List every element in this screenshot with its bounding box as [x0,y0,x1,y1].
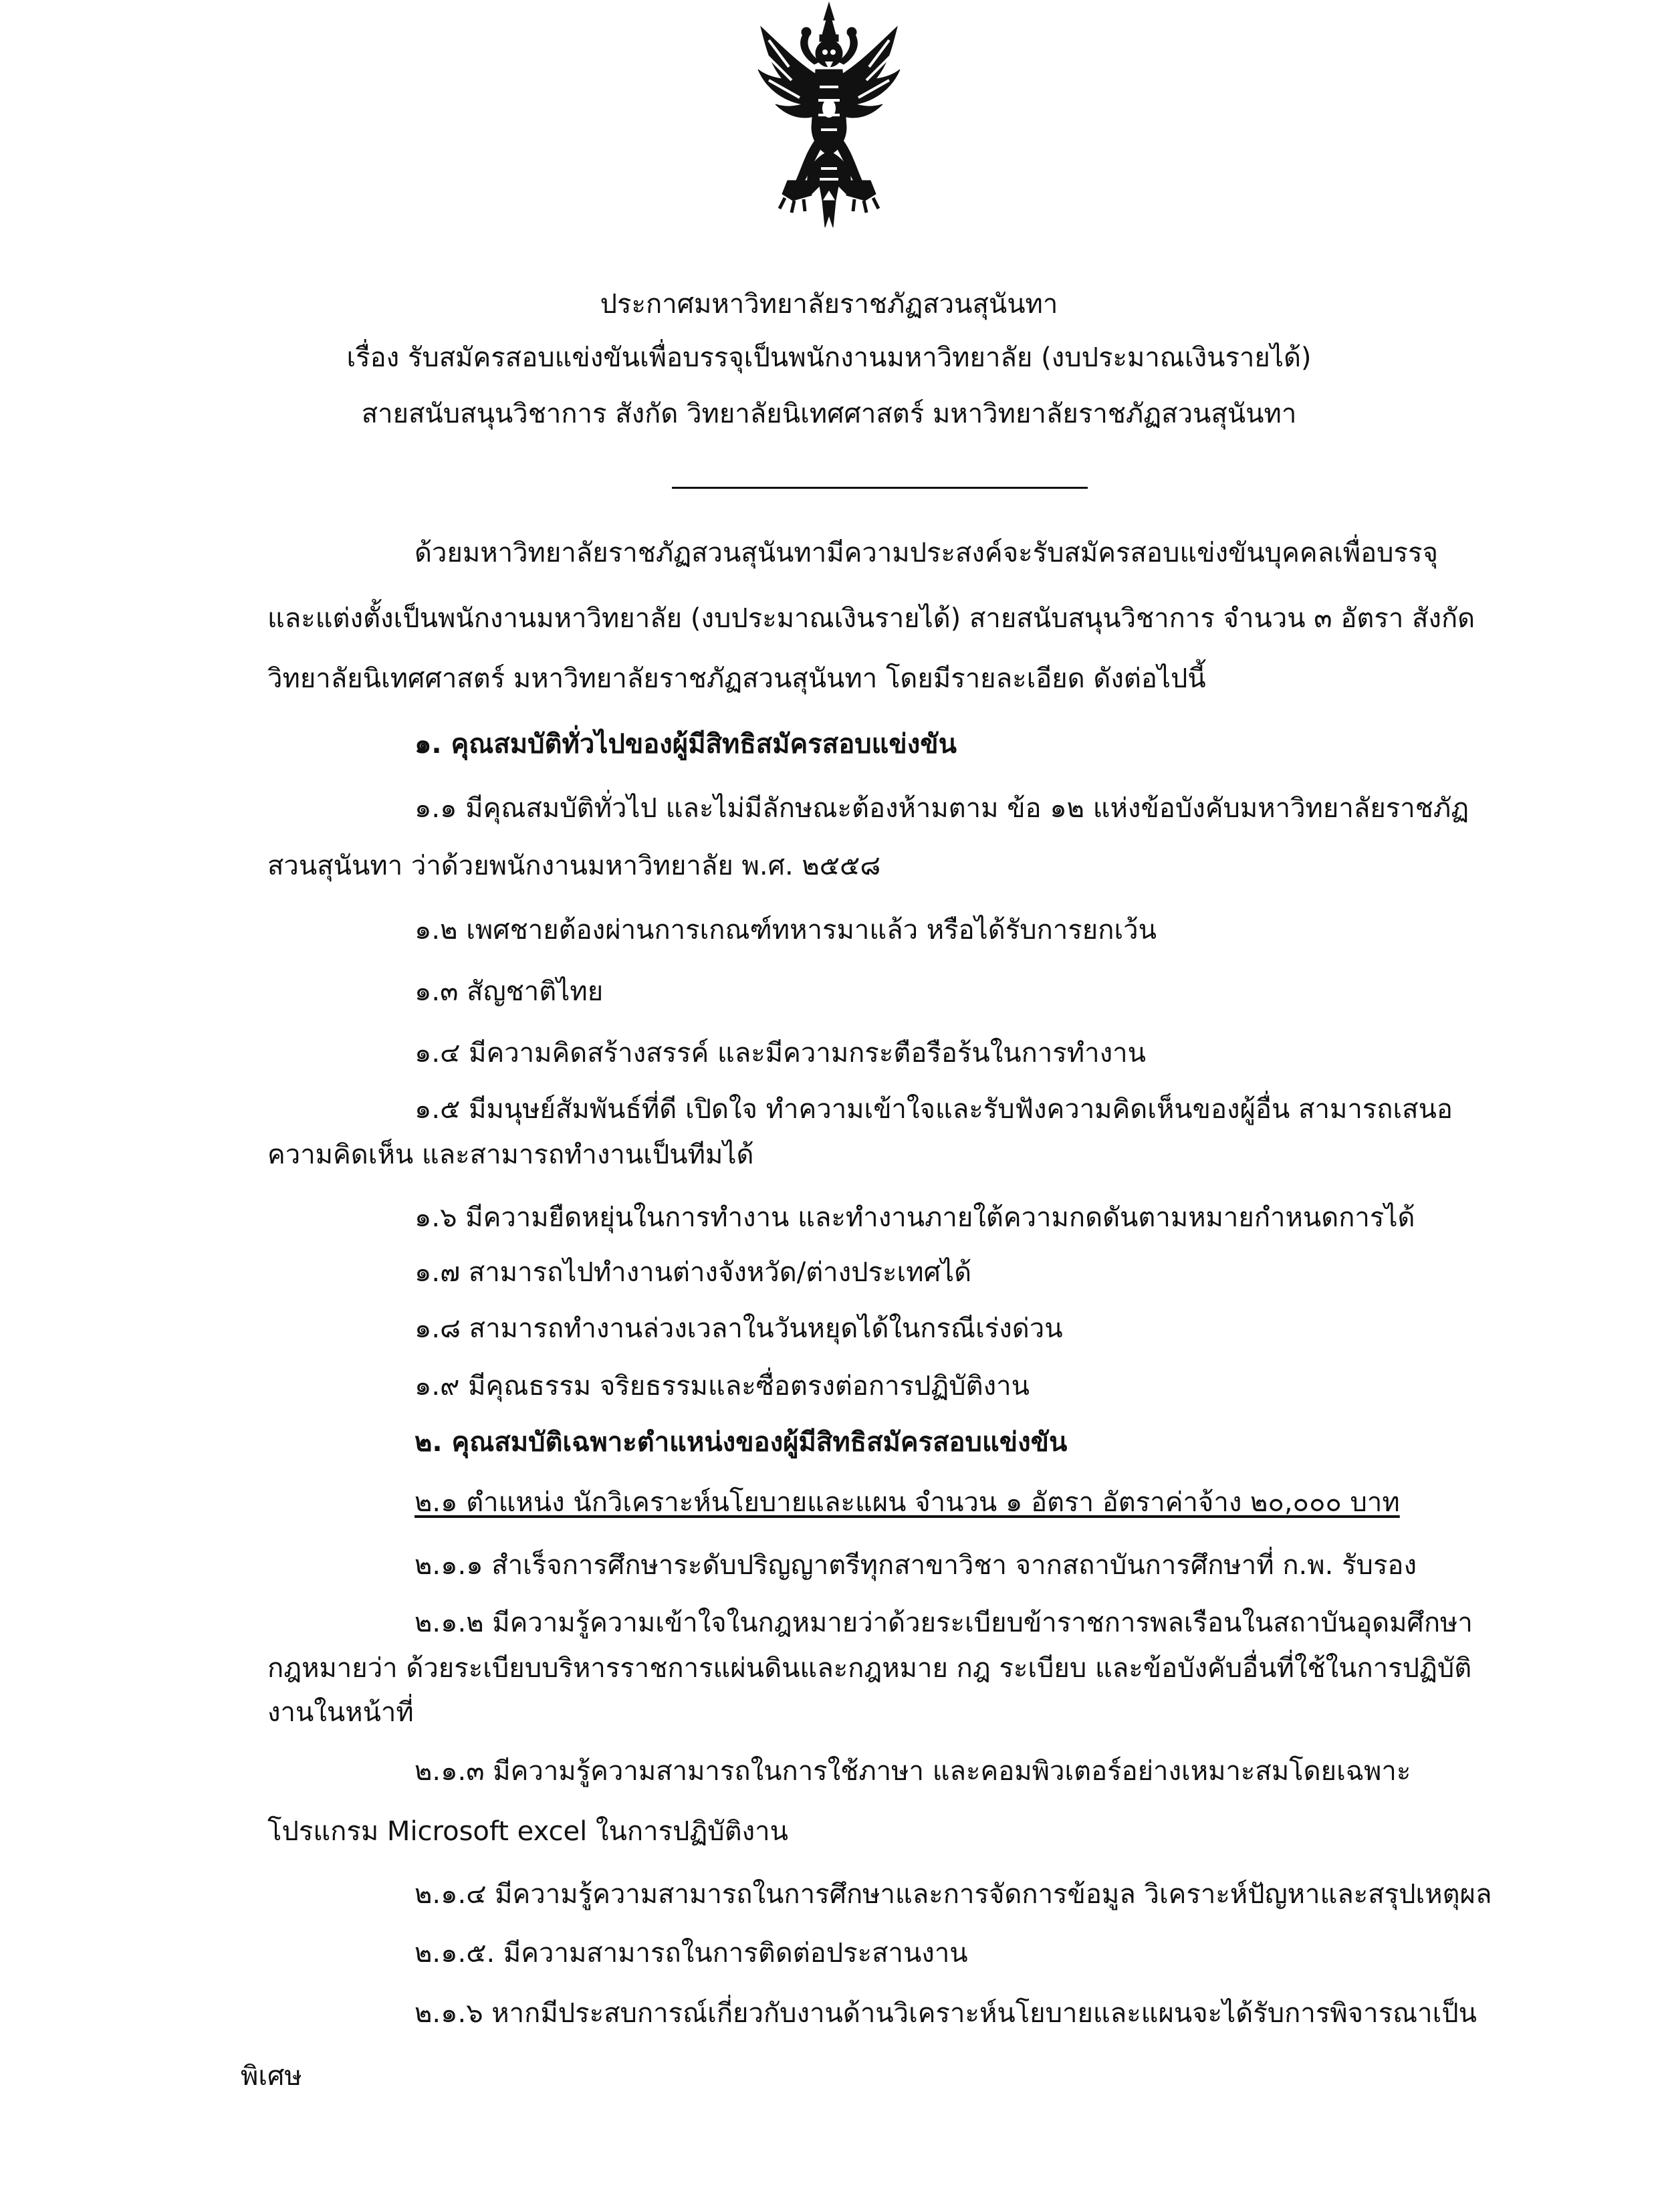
item-2-1-6-line-1: ๒.๑.๖ หากมีประสบการณ์เกี่ยวกับงานด้านวิเคราะห์นโยบายและแผนจะได้รับการพิจารณาเป็น [414,1998,1477,2029]
announcement-title: ประกาศมหาวิทยาลัยราชภัฏสวนสุนันทา [600,289,1058,320]
item-1-7: ๑.๗ สามารถไปทำงานต่างจังหวัด/ต่างประเทศได้ [414,1257,972,1288]
intro-line-2: และแต่งตั้งเป็นพนักงานมหาวิทยาลัย (งบประมาณเงินรายได้) สายสนับสนุนวิชาการ จำนวน ๓ อัตรา สังกัด [267,603,1475,634]
announcement-subject: เรื่อง รับสมัครสอบแข่งขันเพื่อบรรจุเป็นพนักงานมหาวิทยาลัย (งบประมาณเงินรายได้) [346,342,1312,373]
item-1-5-line-1: ๑.๕ มีมนุษย์สัมพันธ์ที่ดี เปิดใจ ทำความเข้าใจและรับฟังความคิดเห็นของผู้อื่น สามารถเสนอ [414,1094,1453,1125]
item-1-3: ๑.๓ สัญชาติไทย [414,976,604,1007]
item-1-4: ๑.๔ มีความคิดสร้างสรรค์ และมีความกระตือรือร้นในการทำงาน [414,1038,1146,1069]
item-2-1-2-line-3: งานในหน้าที่ [267,1697,414,1728]
section2-heading: ๒. คุณสมบัติเฉพาะตำแหน่งของผู้มีสิทธิสมัครสอบแข่งขัน [414,1427,1068,1458]
intro-line-3: วิทยาลัยนิเทศศาสตร์ มหาวิทยาลัยราชภัฏสวนสุนันทา โดยมีรายละเอียด ดังต่อไปนี้ [267,663,1206,694]
item-2-1-2-line-2: กฎหมายว่า ด้วยระเบียบบริหารราชการแผ่นดินและกฎหมาย กฎ ระเบียบ และข้อบังคับอื่นที่ใช้ในการปฏิบัติ [267,1653,1472,1684]
item-2-1-2-line-1: ๒.๑.๒ มีความรู้ความเข้าใจในกฎหมายว่าด้วยระเบียบข้าราชการพลเรือนในสถาบันอุดมศึกษา [414,1608,1473,1638]
item-2-1-1: ๒.๑.๑ สำเร็จการศึกษาระดับปริญญาตรีทุกสาขาวิชา จากสถาบันการศึกษาที่ ก.พ. รับรอง [414,1550,1417,1581]
title-divider [672,487,1088,489]
item-1-1-line-2: สวนสุนันทา ว่าด้วยพนักงานมหาวิทยาลัย พ.ศ. ๒๕๕๘ [267,851,881,881]
garuda-emblem-icon [755,0,903,247]
intro-line-1: ด้วยมหาวิทยาลัยราชภัฏสวนสุนันทามีความประสงค์จะรับสมัครสอบแข่งขันบุคคลเพื่อบรรจุ [414,538,1438,568]
item-2-1-3-line-2: โปรแกรม Microsoft excel ในการปฏิบัติงาน [267,1816,788,1847]
item-1-6: ๑.๖ มีความยืดหยุ่นในการทำงาน และทำงานภายใต้ความกดดันตามหมายกำหนดการได้ [414,1202,1415,1233]
item-2-1-5: ๒.๑.๕. มีความสามารถในการติดต่อประสานงาน [414,1938,968,1969]
item-2-1-4: ๒.๑.๔ มีความรู้ความสามารถในการศึกษาและการจัดการข้อมูล วิเคราะห์ปัญหาและสรุปเหตุผล [414,1879,1492,1910]
item-1-5-line-2: ความคิดเห็น และสามารถทำงานเป็นทีมได้ [267,1139,754,1170]
item-1-8: ๑.๘ สามารถทำงานล่วงเวลาในวันหยุดได้ในกรณีเร่งด่วน [414,1313,1063,1344]
item-2-1-3-line-1: ๒.๑.๓ มีความรู้ความสามารถในการใช้ภาษา และคอมพิวเตอร์อย่างเหมาะสมโดยเฉพาะ [414,1756,1411,1787]
item-1-1-line-1: ๑.๑ มีคุณสมบัติทั่วไป และไม่มีลักษณะต้องห้ามตาม ข้อ ๑๒ แห่งข้อบังคับมหาวิทยาลัยราชภัฏ [414,793,1469,824]
position-title: ๒.๑ ตำแหน่ง นักวิเคราะห์นโยบายและแผน จำนวน ๑ อัตรา อัตราค่าจ้าง ๒๐,๐๐๐ บาท [414,1487,1400,1518]
item-1-2: ๑.๒ เพศชายต้องผ่านการเกณฑ์ทหารมาแล้ว หรือได้รับการยกเว้น [414,915,1157,946]
item-1-9: ๑.๙ มีคุณธรรม จริยธรรมและซื่อตรงต่อการปฏิบัติงาน [414,1371,1030,1402]
section1-heading: ๑. คุณสมบัติทั่วไปของผู้มีสิทธิสมัครสอบแข่งขัน [414,729,957,760]
announcement-department: สายสนับสนุนวิชาการ สังกัด วิทยาลัยนิเทศศาสตร์ มหาวิทยาลัยราชภัฏสวนสุนันทา [361,399,1297,429]
item-2-1-6-line-2: พิเศษ [241,2061,302,2092]
